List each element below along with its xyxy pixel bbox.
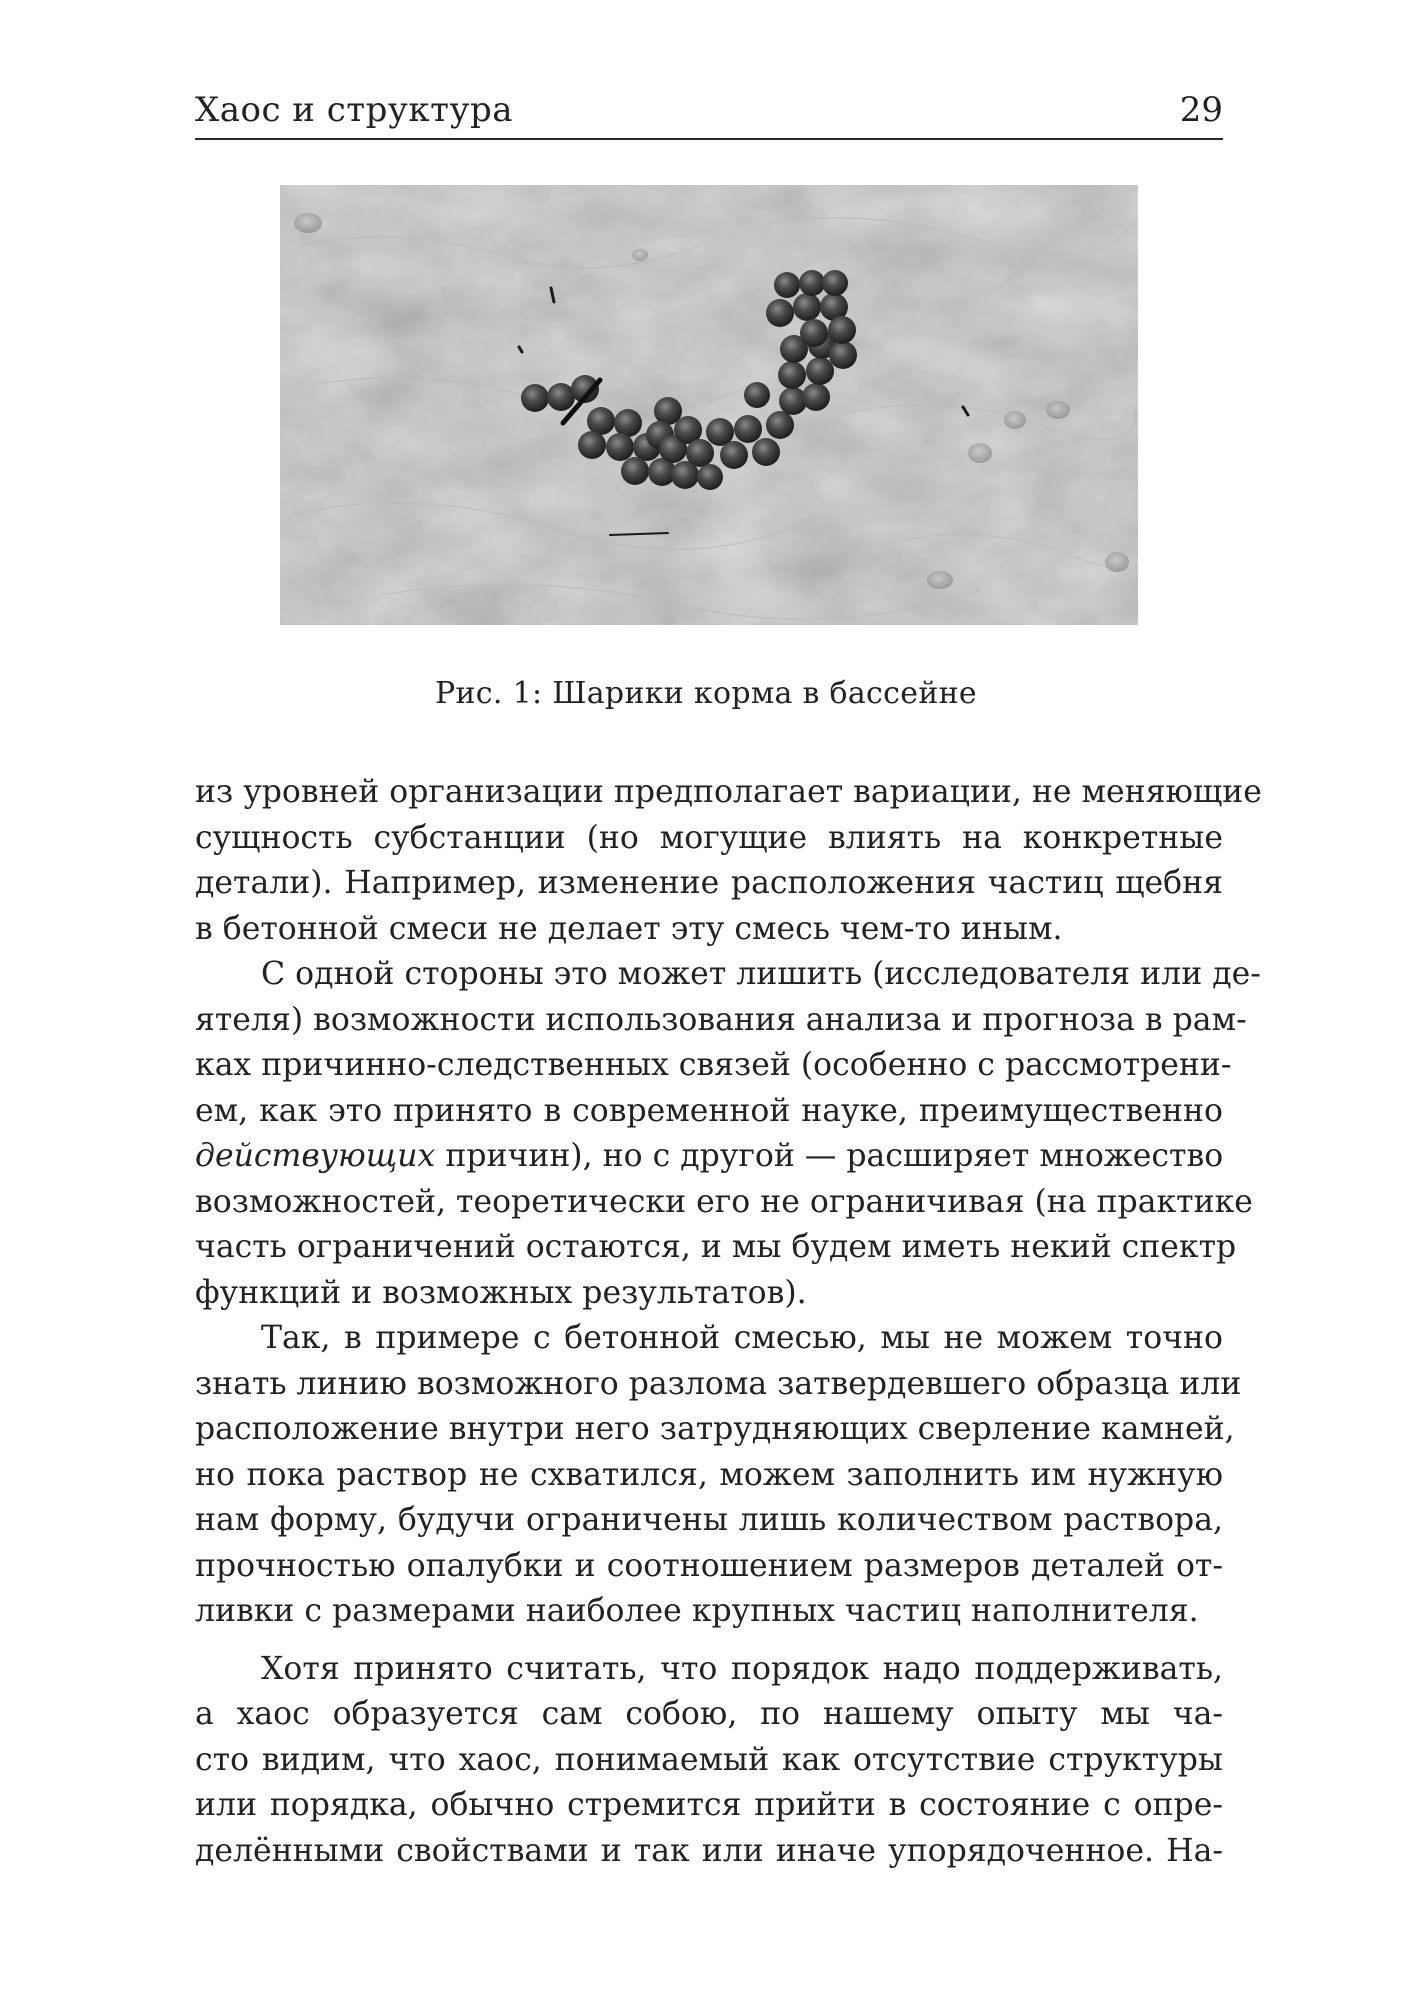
text-line: ках причинно-следственных связей (особенно с рассмотрени- (195, 1047, 1232, 1083)
food-pellet (697, 464, 723, 490)
pebble (632, 249, 648, 261)
food-pellet (829, 341, 857, 369)
text-line: С одной стороны это может лишить (исследователя или де- (261, 956, 1261, 992)
food-pellet (587, 407, 615, 435)
text-line: функций и возможных результатов). (195, 1274, 807, 1311)
figure-photo (280, 185, 1138, 625)
food-pellet (521, 384, 549, 412)
food-pellet (614, 409, 642, 437)
food-pellet (800, 319, 828, 347)
food-pellet (766, 299, 794, 327)
pebble (294, 213, 322, 233)
running-title: Хаос и структура (195, 90, 513, 130)
page-number: 29 (1179, 90, 1223, 130)
paragraph-4 (195, 1647, 1223, 1875)
text-line-rest: причин), но с другой — расширяет множество (435, 1138, 1224, 1174)
text-line: возможностей, теоретически его не ограничивая (на практике (195, 1183, 1253, 1220)
food-pellet (828, 316, 856, 344)
paragraph-2 (195, 952, 1261, 1316)
pool-water-texture (280, 185, 1138, 625)
food-pellet (606, 433, 634, 461)
food-pellet (806, 357, 834, 385)
food-pellet (799, 270, 825, 296)
food-pellet (621, 457, 649, 485)
text-line: но пока раствор не схватился, можем заполнить им нужную (195, 1456, 1223, 1493)
food-pellet (734, 415, 762, 443)
food-pellet (766, 411, 794, 439)
food-pellet (793, 293, 821, 321)
text-line: или порядка, обычно стремится прийти в состояние с опре- (195, 1787, 1223, 1823)
pebble (1046, 401, 1070, 419)
text-line: расположение внутри него затрудняющих сверление камней, (195, 1411, 1235, 1447)
food-pellet (822, 270, 848, 296)
figure-caption: Рис. 1: Шарики корма в бассейне (435, 676, 977, 711)
food-pellet (774, 272, 800, 298)
food-pellet (778, 361, 806, 389)
text-line: ятеля) возможности использования анализа и прогноза в рам- (195, 1001, 1247, 1038)
text-line (195, 1134, 1223, 1180)
text-line: ем, как это принято в современной науке, преимущественно (195, 1092, 1223, 1129)
text-line: Хотя принято считать, что порядок надо поддерживать, (261, 1650, 1223, 1687)
text-line: из уровней организации предполагает вариации, не меняющие (195, 774, 1262, 810)
pebble (968, 443, 992, 463)
text-line: ливки с размерами наиболее крупных частиц наполнителя. (195, 1593, 1199, 1629)
text-line: нам форму, будучи ограничены лишь количеством раствора, (195, 1502, 1223, 1538)
text-line: знать линию возможного разлома затвердевшего образца или (195, 1365, 1242, 1402)
paragraph-1 (195, 770, 1262, 952)
food-pellet (744, 382, 770, 408)
paragraph-3 (195, 1316, 1242, 1635)
body-text (195, 770, 1262, 1874)
italic-term: действующих (195, 1138, 436, 1174)
food-pellet (547, 383, 575, 411)
text-line: детали). Например, изменение расположения частиц щебня (195, 865, 1223, 901)
food-pellet (671, 461, 699, 489)
food-pellet (802, 383, 830, 411)
text-line: сто видим, что хаос, понимаемый как отсутствие структуры (195, 1741, 1223, 1778)
text-line: сущность субстанции (но могущие влиять на конкретные (195, 819, 1223, 856)
food-pellet (720, 441, 748, 469)
pebble (1004, 411, 1026, 429)
text-line: Так, в примере с бетонной смесью, мы не можем точно (261, 1320, 1223, 1356)
text-line: прочностью опалубки и соотношением размеров деталей от- (195, 1547, 1223, 1584)
pebble (927, 571, 953, 589)
food-pellet (578, 431, 606, 459)
text-line: а хаос образуется сам собою, по нашему опыту мы ча- (195, 1696, 1223, 1732)
text-line: делёнными свойствами и так или иначе упорядоченное. На- (195, 1832, 1223, 1869)
text-line: часть ограничений остаются, и мы будем иметь некий спектр (195, 1229, 1237, 1265)
text-line: в бетонной смеси не делает эту смесь чем-то иным. (195, 910, 1063, 947)
running-header (195, 86, 1223, 140)
pebble (1105, 552, 1129, 572)
food-pellet (752, 438, 780, 466)
